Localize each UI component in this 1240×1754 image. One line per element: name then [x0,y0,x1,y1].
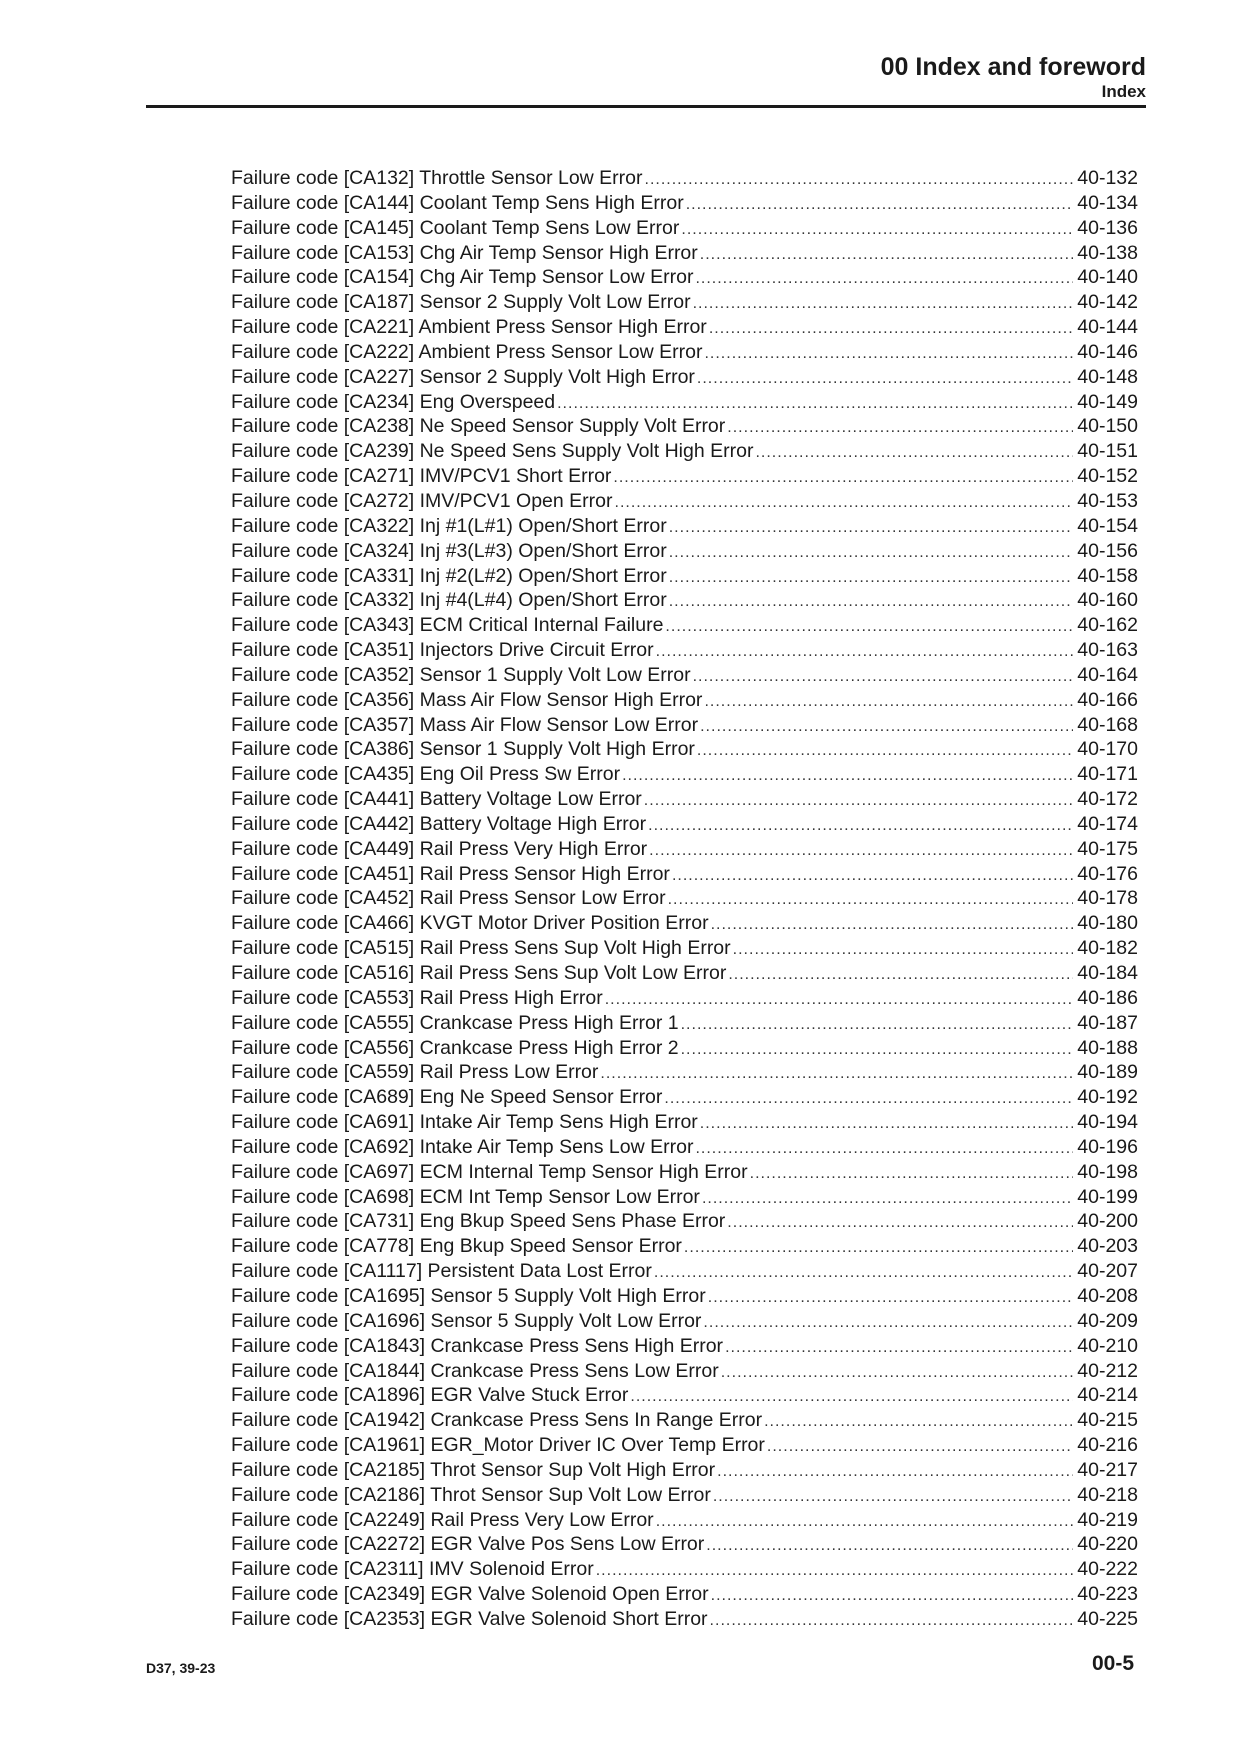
index-entry[interactable] [231,390,1138,415]
dot-leader [697,739,1073,764]
index-entry-title: Failure code [CA1844] Crankcase Press Sens Low Error [231,1359,719,1382]
index-entry[interactable] [231,688,1138,713]
index-entry-title: Failure code [CA227] Sensor 2 Supply Volt High Error [231,365,695,388]
index-entry-page: 40-222 [1077,1558,1138,1581]
index-entry-page: 40-132 [1077,167,1138,189]
index-entry-title: Failure code [CA132] Throttle Sensor Low Error [231,167,643,189]
index-entry-page: 40-134 [1077,191,1138,214]
index-entry-title: Failure code [CA2353] EGR Valve Solenoid Short Error [231,1607,708,1630]
index-entry[interactable] [231,1309,1138,1334]
dot-leader [656,640,1074,665]
index-entry[interactable] [231,1135,1138,1160]
index-entry[interactable] [231,315,1138,340]
index-entry-title: Failure code [CA1942] Crankcase Press Sens In Range Error [231,1409,763,1432]
index-entry-title: Failure code [CA516] Rail Press Sens Sup Volt Low Error [231,962,727,984]
index-entry[interactable] [231,1483,1138,1508]
index-entry-page: 40-215 [1077,1409,1138,1432]
index-entry-title: Failure code [CA386] Sensor 1 Supply Volt High Error [231,738,695,761]
dot-leader [721,1361,1074,1386]
dot-leader [725,1336,1073,1361]
dot-leader [710,1609,1074,1634]
index-entry[interactable] [231,1060,1138,1085]
index-entry[interactable] [231,439,1138,464]
index-entry-title: Failure code [CA187] Sensor 2 Supply Volt Low Error [231,291,691,314]
index-entry[interactable] [231,1160,1138,1185]
index-entry-page: 40-210 [1077,1334,1138,1357]
index-entry-title: Failure code [CA441] Battery Voltage Low Error [231,788,642,811]
index-entry[interactable] [231,1234,1138,1259]
index-entry[interactable] [231,1359,1138,1384]
dot-leader [750,1162,1074,1187]
index-entry[interactable] [231,713,1138,738]
index-entry-page: 40-217 [1077,1458,1138,1481]
dot-leader [727,1211,1073,1236]
index-entry-title: Failure code [CA555] Crankcase Press High Error 1 [231,1011,679,1034]
dot-leader [664,1087,1073,1112]
dot-leader [665,615,1073,640]
index-entry-title: Failure code [CA322] Inj #1(L#1) Open/Short Error [231,514,667,537]
dot-leader [681,218,1073,243]
index-entry-title: Failure code [CA556] Crankcase Press High Error 2 [231,1036,679,1059]
index-entry-title: Failure code [CA452] Rail Press Sensor Low Error [231,887,666,910]
index-entry-page: 40-148 [1077,365,1138,388]
index-entry-page: 40-175 [1077,837,1138,860]
index-entry-page: 40-172 [1077,788,1138,811]
dot-leader [668,888,1074,913]
index-entry-page: 40-198 [1077,1160,1138,1183]
index-entry[interactable] [231,1011,1138,1036]
index-entry-title: Failure code [CA698] ECM Int Temp Sensor Low Error [231,1185,700,1208]
index-entry[interactable] [231,489,1138,514]
index-entry[interactable] [231,1036,1138,1061]
dot-leader [557,392,1073,417]
index-entry-title: Failure code [CA1696] Sensor 5 Supply Volt Low Error [231,1309,702,1332]
index-entry-page: 40-184 [1077,962,1138,984]
index-entry-title: Failure code [CA778] Eng Bkup Speed Sensor Error [231,1235,682,1258]
header-divider [146,105,1146,108]
index-entry-title: Failure code [CA234] Eng Overspeed [231,390,556,413]
index-entry-title: Failure code [CA153] Chg Air Temp Sensor High Error [231,241,698,264]
dot-leader [684,1236,1073,1261]
index-entry[interactable] [231,1433,1138,1458]
index-entry[interactable] [231,886,1138,911]
index-entry-title: Failure code [CA343] ECM Critical Internal Failure [231,614,664,637]
index-entry-page: 40-178 [1077,887,1138,910]
index-entry-page: 40-163 [1077,639,1138,662]
index-entry-title: Failure code [CA351] Injectors Drive Circuit Error [231,639,654,662]
index-entry[interactable] [231,1085,1138,1110]
index-entry-title: Failure code [CA449] Rail Press Very High Error [231,837,648,860]
index-entry-title: Failure code [CA356] Mass Air Flow Sensor High Error [231,688,703,711]
index-entry-page: 40-200 [1077,1210,1138,1233]
section-title: 00 Index and foreword [880,53,1146,81]
index-entry-title: Failure code [CA559] Rail Press Low Error [231,1061,599,1084]
dot-leader [767,1435,1073,1460]
index-entry-title: Failure code [CA1117] Persistent Data Lost Error [231,1260,652,1283]
dot-leader [693,292,1074,317]
dot-leader [733,938,1074,963]
index-entry-title: Failure code [CA1843] Crankcase Press Sens High Error [231,1334,724,1357]
dot-leader [669,590,1074,615]
index-entry-title: Failure code [CA272] IMV/PCV1 Open Error [231,489,613,512]
dot-leader [693,665,1074,690]
index-entry[interactable] [231,464,1138,489]
index-entry[interactable] [231,762,1138,787]
index-entry[interactable] [231,1458,1138,1483]
index-entry-title: Failure code [CA435] Eng Oil Press Sw Error [231,763,621,786]
index-entry-page: 40-171 [1077,763,1138,786]
dot-leader [695,1137,1073,1162]
index-entry-page: 40-153 [1077,489,1138,512]
index-entry[interactable] [231,1110,1138,1135]
dot-leader [700,1112,1074,1137]
index-entry-title: Failure code [CA451] Rail Press Sensor High Error [231,862,670,885]
index-entry-page: 40-207 [1077,1260,1138,1283]
index-entry-page: 40-189 [1077,1061,1138,1084]
index-entry-title: Failure code [CA731] Eng Bkup Speed Sens Phase Error [231,1210,726,1233]
index-entry-page: 40-212 [1077,1359,1138,1382]
index-list [231,166,1138,1632]
index-entry-page: 40-186 [1077,986,1138,1009]
dot-leader [669,516,1074,541]
index-entry-title: Failure code [CA689] Eng Ne Speed Sensor Error [231,1086,663,1109]
dot-leader [644,789,1073,814]
index-entry-page: 40-146 [1077,340,1138,363]
index-entry[interactable] [231,1259,1138,1284]
footer-model: D37, 39-23 [146,1660,216,1676]
index-entry-title: Failure code [CA145] Coolant Temp Sens Low Error [231,216,680,239]
dot-leader [708,1286,1074,1311]
index-entry-page: 40-166 [1077,688,1138,711]
index-entry-title: Failure code [CA553] Rail Press High Error [231,986,603,1009]
index-entry-page: 40-150 [1077,415,1138,438]
index-entry-title: Failure code [CA2349] EGR Valve Solenoid Open Error [231,1583,709,1606]
index-entry-title: Failure code [CA2249] Rail Press Very Low Error [231,1508,654,1531]
index-entry-page: 40-164 [1077,663,1138,686]
dot-leader [686,193,1074,218]
dot-leader [654,1261,1073,1286]
index-entry-title: Failure code [CA691] Intake Air Temp Sens High Error [231,1111,698,1134]
dot-leader [681,1013,1074,1038]
index-entry[interactable] [231,414,1138,439]
index-entry-title: Failure code [CA331] Inj #2(L#2) Open/Short Error [231,564,667,587]
index-entry[interactable] [231,638,1138,663]
index-entry[interactable] [231,936,1138,961]
dot-leader [728,963,1073,988]
index-entry[interactable] [231,564,1138,589]
index-entry[interactable] [231,1185,1138,1210]
index-entry[interactable] [231,1532,1138,1557]
dot-leader [672,864,1073,889]
index-entry-title: Failure code [CA2311] IMV Solenoid Error [231,1558,594,1581]
dot-leader [713,1485,1073,1510]
index-entry[interactable] [231,837,1138,862]
index-entry[interactable] [231,166,1138,191]
index-entry-title: Failure code [CA144] Coolant Temp Sens High Error [231,191,684,214]
index-entry-title: Failure code [CA515] Rail Press Sens Sup Volt High Error [231,937,731,960]
dot-leader [681,1038,1074,1063]
index-entry-title: Failure code [CA154] Chg Air Temp Sensor Low Error [231,266,694,289]
index-entry-page: 40-142 [1077,291,1138,314]
index-entry[interactable] [231,514,1138,539]
index-entry-title: Failure code [CA2185] Throt Sensor Sup Volt High Error [231,1458,716,1481]
index-entry[interactable] [231,265,1138,290]
dot-leader [605,988,1074,1013]
dot-leader [695,267,1073,292]
index-entry-title: Failure code [CA332] Inj #4(L#4) Open/Short Error [231,589,667,612]
dot-leader [669,566,1074,591]
index-entry-page: 40-209 [1077,1309,1138,1332]
index-entry[interactable] [231,588,1138,613]
index-entry-page: 40-144 [1077,316,1138,339]
index-entry-title: Failure code [CA352] Sensor 1 Supply Volt Low Error [231,663,691,686]
dot-leader [669,541,1074,566]
index-entry-title: Failure code [CA2272] EGR Valve Pos Sens Low Error [231,1533,705,1556]
index-entry-page: 40-140 [1077,266,1138,289]
dot-leader [764,1410,1073,1435]
index-entry[interactable] [231,1284,1138,1309]
index-entry[interactable] [231,340,1138,365]
footer-page-number: 00-5 [1091,1652,1134,1675]
index-entry-page: 40-219 [1077,1508,1138,1531]
index-entry-page: 40-182 [1077,937,1138,960]
index-entry[interactable] [231,1508,1138,1533]
index-entry[interactable] [231,365,1138,390]
index-entry[interactable] [231,961,1138,986]
index-entry-page: 40-199 [1077,1185,1138,1208]
index-entry[interactable] [231,787,1138,812]
index-entry-page: 40-218 [1077,1483,1138,1506]
dot-leader [704,690,1073,715]
dot-leader [700,715,1073,740]
index-entry-title: Failure code [CA1961] EGR_Motor Driver IC Over Temp Error [231,1434,765,1457]
dot-leader [703,1311,1073,1336]
index-entry-page: 40-138 [1077,241,1138,264]
dot-leader [711,1584,1074,1609]
index-entry[interactable] [231,1334,1138,1359]
index-entry-title: Failure code [CA692] Intake Air Temp Sens Low Error [231,1135,694,1158]
index-entry-page: 40-156 [1077,539,1138,562]
dot-leader [709,317,1073,342]
index-entry[interactable] [231,911,1138,936]
dot-leader [702,1187,1073,1212]
page-header [881,52,1146,102]
dot-leader [711,913,1074,938]
dot-leader [727,416,1073,441]
dot-leader [717,1460,1073,1485]
index-entry[interactable] [231,613,1138,638]
dot-leader [697,367,1073,392]
index-entry-page: 40-216 [1077,1434,1138,1457]
index-entry-page: 40-158 [1077,564,1138,587]
index-entry-page: 40-220 [1077,1533,1138,1556]
index-entry-page: 40-174 [1077,812,1138,835]
index-entry-title: Failure code [CA466] KVGT Motor Driver Position Error [231,912,709,935]
dot-leader [700,243,1074,268]
dot-leader [630,1385,1073,1410]
dot-leader [656,1510,1074,1535]
dot-leader [645,168,1074,193]
index-entry-title: Failure code [CA2186] Throt Sensor Sup Volt Low Error [231,1483,711,1506]
index-entry[interactable] [231,986,1138,1011]
dot-leader [613,466,1073,491]
index-entry[interactable] [231,1607,1138,1632]
index-entry-page: 40-180 [1077,912,1138,935]
dot-leader [706,1534,1073,1559]
index-entry-title: Failure code [CA697] ECM Internal Temp Sensor High Error [231,1160,748,1183]
index-entry[interactable] [231,1408,1138,1433]
index-entry[interactable] [231,191,1138,216]
index-entry-page: 40-196 [1077,1135,1138,1158]
index-entry[interactable] [231,663,1138,688]
dot-leader [648,814,1073,839]
index-entry-page: 40-208 [1077,1284,1138,1307]
index-entry-title: Failure code [CA1896] EGR Valve Stuck Error [231,1384,629,1407]
index-entry-page: 40-203 [1077,1235,1138,1258]
index-entry[interactable] [231,539,1138,564]
index-entry-title: Failure code [CA442] Battery Voltage High Error [231,812,647,835]
index-entry[interactable] [231,1209,1138,1234]
index-entry[interactable] [231,1582,1138,1607]
index-entry-title: Failure code [CA221] Ambient Press Sensor High Error [231,316,707,339]
index-entry-title: Failure code [CA271] IMV/PCV1 Short Error [231,465,612,488]
index-entry-title: Failure code [CA1695] Sensor 5 Supply Volt High Error [231,1284,706,1307]
dot-leader [596,1559,1074,1584]
index-entry[interactable] [231,1557,1138,1582]
index-entry[interactable] [231,862,1138,887]
index-entry-page: 40-188 [1077,1036,1138,1059]
index-entry-title: Failure code [CA239] Ne Speed Sens Supply Volt High Error [231,440,754,463]
dot-leader [615,491,1074,516]
index-entry-page: 40-151 [1077,440,1138,463]
index-entry-page: 40-136 [1077,216,1138,239]
index-entry[interactable] [231,812,1138,837]
index-entry-title: Failure code [CA238] Ne Speed Sensor Supply Volt Error [231,415,726,438]
index-entry[interactable] [231,216,1138,241]
index-entry-page: 40-160 [1077,589,1138,612]
index-entry-page: 40-223 [1077,1583,1138,1606]
index-entry-page: 40-152 [1077,465,1138,488]
index-entry-page: 40-154 [1077,514,1138,537]
index-entry-page: 40-162 [1077,614,1138,637]
dot-leader [622,764,1073,789]
dot-leader [704,342,1073,367]
index-entry-page: 40-214 [1077,1384,1138,1407]
index-entry-page: 40-225 [1077,1607,1138,1630]
dot-leader [649,839,1073,864]
index-entry[interactable] [231,290,1138,315]
dot-leader [755,441,1073,466]
index-entry-page: 40-149 [1077,390,1138,413]
index-entry[interactable] [231,241,1138,266]
index-entry[interactable] [231,1383,1138,1408]
index-entry-page: 40-194 [1077,1111,1138,1134]
index-entry-title: Failure code [CA222] Ambient Press Sensor Low Error [231,340,703,363]
section-subtitle: Index [1101,82,1146,101]
index-entry-title: Failure code [CA324] Inj #3(L#3) Open/Short Error [231,539,667,562]
dot-leader [600,1062,1073,1087]
index-entry-page: 40-187 [1077,1011,1138,1034]
index-entry-title: Failure code [CA357] Mass Air Flow Sensor Low Error [231,713,699,736]
index-entry[interactable] [231,737,1138,762]
index-entry-page: 40-176 [1077,862,1138,885]
index-entry-page: 40-192 [1077,1086,1138,1109]
index-entry-page: 40-170 [1077,738,1138,761]
index-entry-page: 40-168 [1077,713,1138,736]
